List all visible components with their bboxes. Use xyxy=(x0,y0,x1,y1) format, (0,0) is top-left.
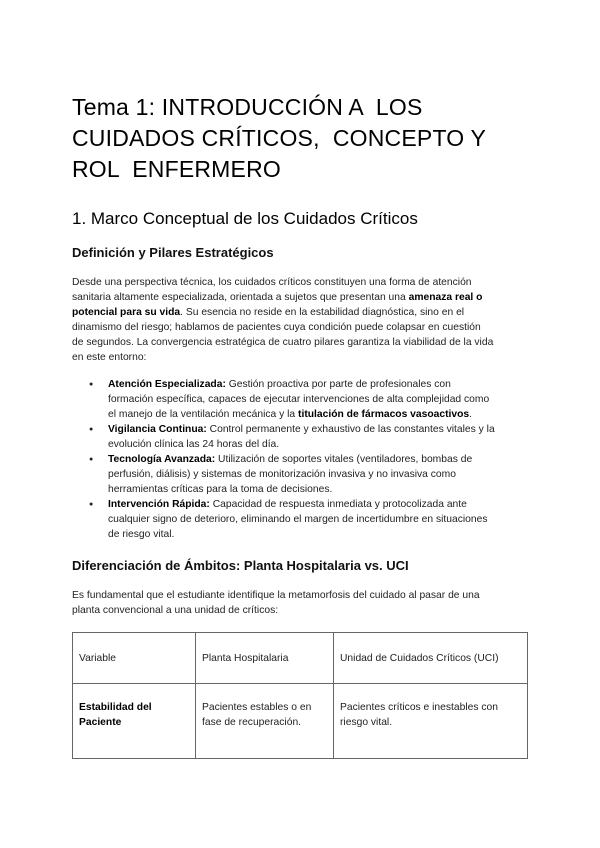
title-line: ROL ENFERMERO xyxy=(72,156,281,182)
table-cell xyxy=(334,684,528,759)
table-header-cell: Unidad de Cuidados Críticos (UCI) xyxy=(334,633,528,684)
text-line xyxy=(108,452,528,467)
text-line: Pacientes estables o en xyxy=(202,702,312,713)
bold-text: Atención Especializada: xyxy=(108,379,226,390)
subsection-heading: Diferenciación de Ámbitos: Planta Hospitalaria vs. UCI xyxy=(72,558,409,573)
title-line: Tema 1: INTRODUCCIÓN A LOS xyxy=(72,94,423,120)
list-item xyxy=(72,452,528,497)
text-line xyxy=(108,377,528,392)
list-item xyxy=(72,497,528,542)
text-line xyxy=(72,290,528,305)
document-content xyxy=(72,92,528,759)
text-run: Utilización de soportes vitales (ventiladores, bombas de xyxy=(215,454,473,465)
title-line: CUIDADOS CRÍTICOS, CONCEPTO Y xyxy=(72,125,487,151)
comparison-paragraph xyxy=(72,588,528,618)
bold-text: titulación de fármacos vasoactivos xyxy=(298,409,470,420)
text-run: Capacidad de respuesta inmediata y protocolizada ante xyxy=(209,499,467,510)
text-run: Gestión proactiva por parte de profesionales con xyxy=(225,379,451,390)
list-item xyxy=(72,377,528,422)
text-line: riesgo vital. xyxy=(340,717,393,728)
bold-text: potencial para su vida xyxy=(72,307,181,318)
text-line: en este entorno: xyxy=(72,352,147,363)
text-run: . Su esencia no reside en la estabilidad diagnóstica, sino en el xyxy=(180,307,465,318)
text-line xyxy=(108,497,528,512)
pillars-list xyxy=(72,377,528,542)
bold-text: Tecnología Avanzada: xyxy=(108,454,216,465)
text-line: fase de recuperación. xyxy=(202,717,302,728)
text-line: planta convencional a una unidad de críticos: xyxy=(72,605,279,616)
table-header-cell: Planta Hospitalaria xyxy=(196,633,334,684)
text-line xyxy=(108,407,528,422)
subsection-heading: Definición y Pilares Estratégicos xyxy=(72,245,274,260)
table-header-cell: Variable xyxy=(73,633,196,684)
text-line: Es fundamental que el estudiante identifique la metamorfosis del cuidado al pasar de una xyxy=(72,590,480,601)
text-run: Control permanente y exhaustivo de las constantes vitales y la xyxy=(206,424,495,435)
bold-text: Intervención Rápida: xyxy=(108,499,210,510)
text-line: Pacientes críticos e inestables con xyxy=(340,702,498,713)
comparison-table xyxy=(72,632,528,759)
text-run: el manejo de la ventilación mecánica y la xyxy=(108,409,299,420)
table-cell xyxy=(196,684,334,759)
text-run: . xyxy=(469,409,473,420)
bold-text: Estabilidad del xyxy=(79,702,152,713)
text-line: de riesgo vital. xyxy=(108,529,175,540)
list-item xyxy=(72,422,528,452)
table-row xyxy=(73,684,528,759)
text-line: dinamismo del riesgo; hablamos de pacientes cuya condición puede colapsar en cuestión xyxy=(72,322,481,333)
bold-text: Vigilancia Continua: xyxy=(108,424,207,435)
text-line xyxy=(72,305,528,320)
text-line: perfusión, diálisis) y sistemas de monitorización invasiva y no invasiva como xyxy=(108,469,456,480)
text-line xyxy=(108,422,528,437)
text-line: de segundos. La convergencia estratégica de cuatro pilares garantiza la viabilidad de la vida xyxy=(72,337,494,348)
page-title xyxy=(72,92,528,185)
text-line: evolución clínica las 24 horas del día. xyxy=(108,439,280,450)
table-cell xyxy=(73,684,196,759)
bold-text: amenaza real o xyxy=(408,292,483,303)
text-line: Desde una perspectiva técnica, los cuidados críticos constituyen una forma de atención xyxy=(72,277,472,288)
section-heading: 1. Marco Conceptual de los Cuidados Críticos xyxy=(72,209,418,228)
text-run: sanitaria altamente especializada, orientada a sujetos que presentan una xyxy=(72,292,409,303)
intro-paragraph xyxy=(72,275,528,365)
text-line: cualquier signo de deterioro, eliminando el margen de incertidumbre en situaciones xyxy=(108,514,488,525)
text-line: herramientas críticas para la toma de decisiones. xyxy=(108,484,333,495)
table-header-row xyxy=(73,633,528,684)
text-line: formación específica, capaces de ejecutar intervenciones de alta complejidad como xyxy=(108,394,490,405)
bold-text: Paciente xyxy=(79,717,122,728)
